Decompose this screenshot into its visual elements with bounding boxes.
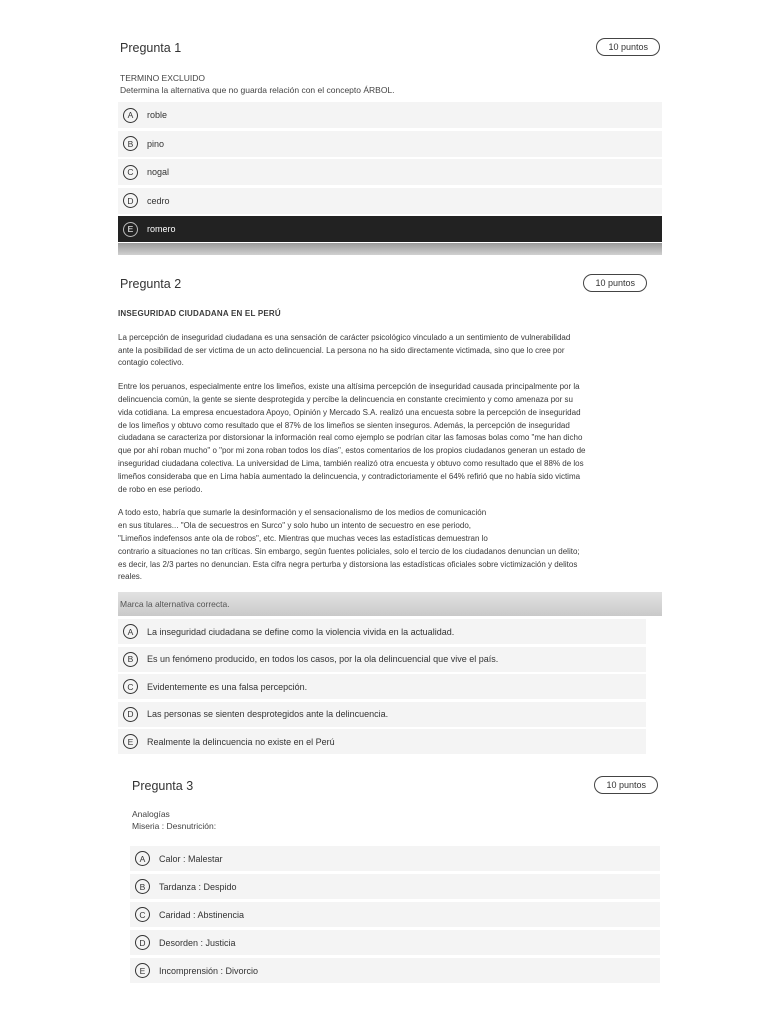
- question-1-prompt: Determina la alternativa que no guarda relación con el concepto ÁRBOL.: [120, 85, 395, 95]
- question-3-title: Pregunta 3: [132, 779, 194, 793]
- reading-line: ante la posibilidad de ser victima de un acto delincuencial. La persona no ha sido directamente victimada, sino que lo cree por: [118, 345, 565, 355]
- option-text: romero: [147, 224, 176, 234]
- reading-paragraph-2: [118, 381, 662, 496]
- option-letter: A: [123, 624, 138, 639]
- question-2-options: [118, 619, 646, 754]
- question-2-option-e[interactable]: [118, 729, 646, 754]
- reading-line: es decir, las 2/3 partes no denuncian. Esta cifra negra perturba y distorsiona las estadísticas oficiales sobre victimización y delitos: [118, 559, 578, 569]
- divider: [118, 243, 662, 255]
- option-letter: B: [135, 879, 150, 894]
- reading-line: ciudadana se caracteriza por distorsionar la información real como ejemplo se podrían citar las famosas bolas como "me han dicho: [118, 433, 583, 443]
- question-2-points-badge: 10 puntos: [583, 274, 647, 292]
- option-text: cedro: [147, 195, 170, 206]
- reading-line: contrario a situaciones no tan críticas. Sin embargo, según fuentes policiales, solo el tercio de los ciudadanos denuncian un delito;: [118, 546, 580, 556]
- question-2-option-a[interactable]: [118, 619, 646, 644]
- question-3-option-c[interactable]: [130, 902, 660, 927]
- question-1-points-badge: 10 puntos: [596, 38, 660, 56]
- question-3: [130, 772, 660, 986]
- reading-line: A todo esto, habría que sumarle la desinformación y el sensacionalismo de los medios de comunicación: [118, 508, 487, 518]
- question-1-label: TERMINO EXCLUIDO: [120, 73, 206, 83]
- question-1-title: Pregunta 1: [120, 41, 182, 55]
- option-text: Incomprensión : Divorcio: [159, 965, 259, 976]
- question-1-options: [118, 102, 662, 255]
- option-letter: D: [123, 193, 138, 208]
- option-text: roble: [147, 110, 168, 120]
- option-text: Las personas se sienten desprotegidos ante la delincuencia.: [147, 709, 389, 720]
- question-1-option-e[interactable]: [118, 216, 662, 242]
- option-letter: A: [135, 851, 150, 866]
- question-1-option-c[interactable]: [118, 159, 662, 185]
- reading-line: inseguridad ciudadana colectiva. La universidad de Lima, también realizó otra encuesta y obtuvo como resultado que el 88% de los: [118, 458, 584, 468]
- reading-line: en sus titulares... "Ola de secuestros en Surco" y solo hubo un intento de secuestro en ese periodo,: [118, 521, 471, 531]
- reading-line: contagio colectivo.: [118, 358, 184, 368]
- option-letter: E: [135, 963, 150, 978]
- question-3-option-a[interactable]: [130, 846, 660, 871]
- option-text: nogal: [147, 167, 170, 177]
- question-1-option-b[interactable]: [118, 131, 662, 157]
- question-2-instruction: Marca la alternativa correcta.: [118, 592, 662, 616]
- option-letter: E: [123, 734, 138, 749]
- reading-paragraph-3: [118, 507, 662, 584]
- reading-title: INSEGURIDAD CIUDADANA EN EL PERÚ: [118, 309, 281, 318]
- reading-line: limeños consideraba que en Lima había aumentado la delincuencia, y contradictoriamente el 64% refirió que no había sido victima: [118, 471, 581, 481]
- question-3-option-b[interactable]: [130, 874, 660, 899]
- question-3-options: [130, 846, 660, 983]
- question-3-option-e[interactable]: [130, 958, 660, 983]
- option-letter: B: [123, 136, 138, 151]
- question-1-option-d[interactable]: [118, 188, 662, 214]
- question-1-header: [118, 34, 662, 62]
- question-3-label: Analogías: [132, 809, 170, 819]
- reading-line: que por ahí roban mucho" o "por mi zona roban todos los días", estos comentarios de los propios ciudadanos generan un estado de: [118, 446, 586, 456]
- question-3-header: [130, 772, 660, 800]
- option-letter: A: [123, 108, 138, 123]
- option-letter: D: [135, 935, 150, 950]
- question-2: [118, 270, 662, 757]
- option-text: Desorden : Justicia: [159, 937, 236, 948]
- option-text: La inseguridad ciudadana se define como la violencia vivida en la actualidad.: [147, 626, 455, 637]
- option-letter: C: [123, 679, 138, 694]
- question-1-option-a[interactable]: [118, 102, 662, 128]
- question-2-option-c[interactable]: [118, 674, 646, 699]
- question-3-points-badge: 10 puntos: [594, 776, 658, 794]
- question-2-header: [118, 270, 662, 298]
- reading-line: Entre los peruanos, especialmente entre los limeños, existe una altísima percepción de inseguridad causada principalmente por la: [118, 382, 580, 392]
- reading-line: La percepción de inseguridad ciudadana es una sensación de carácter psicológico vinculado a un sentimiento de vulnerabilidad: [118, 332, 571, 342]
- option-letter: C: [135, 907, 150, 922]
- option-letter: E: [123, 222, 138, 237]
- option-text: Caridad : Abstinencia: [159, 909, 245, 920]
- option-text: Evidentemente es una falsa percepción.: [147, 681, 308, 692]
- option-text: Realmente la delincuencia no existe en el Perú: [147, 736, 335, 747]
- reading-paragraph-1: [118, 332, 662, 370]
- option-letter: D: [123, 707, 138, 722]
- option-letter: B: [123, 652, 138, 667]
- question-2-option-d[interactable]: [118, 702, 646, 727]
- question-2-option-b[interactable]: [118, 647, 646, 672]
- question-3-prompt: Miseria : Desnutrición:: [132, 821, 217, 831]
- question-2-title: Pregunta 2: [120, 277, 182, 291]
- reading-passage: [118, 308, 662, 584]
- reading-line: de los limeños y obtuvo como resultado que el 87% de los limeños se sienten inseguros. Además, la percepción de inseguridad: [118, 420, 570, 430]
- option-text: Tardanza : Despido: [159, 881, 237, 892]
- question-1: [118, 34, 662, 255]
- option-text: Calor : Malestar: [159, 853, 223, 864]
- question-3-option-d[interactable]: [130, 930, 660, 955]
- reading-line: delincuencia común, la gente se siente desprotegida y percibe la delincuencia en constante crecimiento y como amenaza por su: [118, 394, 573, 404]
- reading-line: vida cotidiana. La empresa encuestadora Apoyo, Opinión y Mercado S.A. realizó una encuesta sobre la percepción de inseguridad: [118, 407, 581, 417]
- reading-line: de robo en ese periodo.: [118, 484, 203, 494]
- reading-line: "Limeños indefensos ante ola de robos", etc. Mientras que muchas veces las estadísticas demuestran lo: [118, 533, 488, 543]
- option-text: Es un fenómeno producido, en todos los casos, por la ola delincuencial que vive el país.: [147, 654, 499, 665]
- reading-line: reales.: [118, 572, 143, 582]
- option-letter: C: [123, 165, 138, 180]
- option-text: pino: [147, 138, 165, 149]
